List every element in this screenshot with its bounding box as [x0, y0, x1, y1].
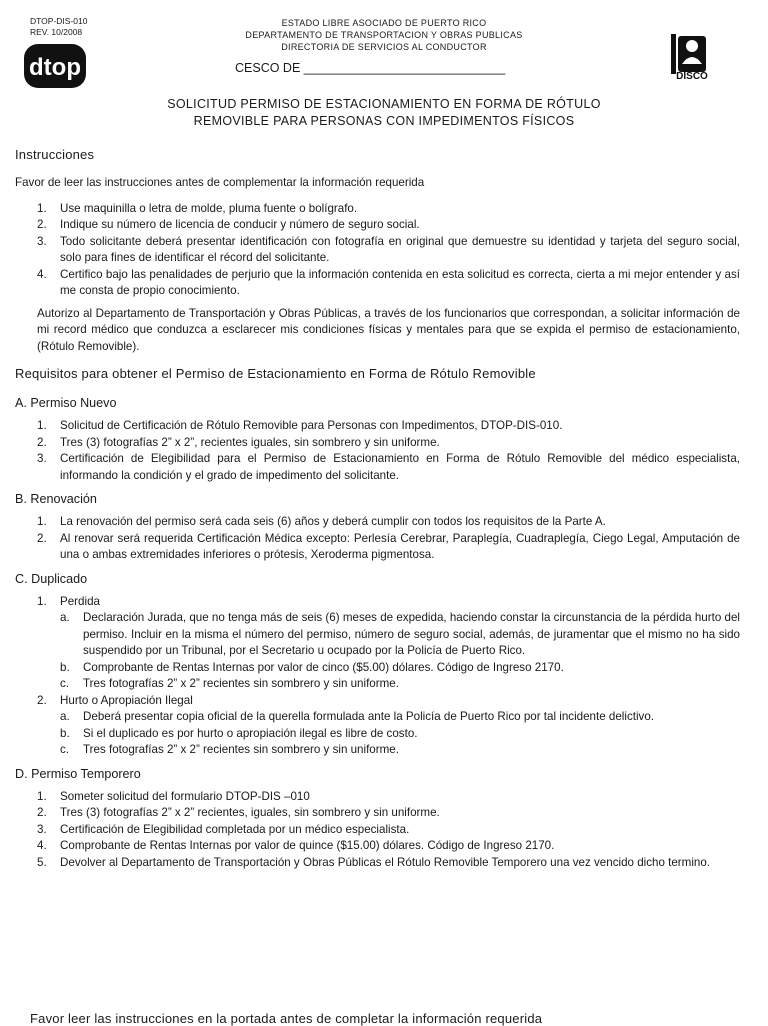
- list-item: 2. Indique su número de licencia de conducir y número de seguro social.: [37, 218, 420, 231]
- list-item: b. Si el duplicado es por hurto o apropiación ilegal es libre de costo.: [60, 726, 418, 740]
- section-d-heading: D. Permiso Temporero: [15, 766, 141, 781]
- form-title-line-1: SOLICITUD PERMISO DE ESTACIONAMIENTO EN FORMA DE RÓTULO: [167, 97, 601, 111]
- list-item: 2. Al renovar será requerida Certificación Médica excepto: Perlesía Cerebrar, Paraplegía, Cuadraplegía, Ciego Legal, Amputación de una o ambas extremidades inferiores o prótesis, Xeroderma pigmentosa.: [37, 531, 740, 561]
- list-item: b. Comprobante de Rentas Internas por valor de cinco ($5.00) dólares. Código de Ingreso 2170.: [60, 660, 564, 674]
- section-c-list-2: [15, 693, 740, 710]
- requirements-heading: Requisitos para obtener el Permiso de Estacionamiento en Forma de Rótulo Removible: [15, 366, 536, 381]
- dtop-logo-text: dtop: [29, 54, 81, 81]
- perdida-sublist: [15, 610, 740, 693]
- agency-line-3: DIRECTORIA DE SERVICIOS AL CONDUCTOR: [281, 42, 487, 52]
- cesco-field[interactable]: CESCO DE _____________________________: [235, 61, 506, 75]
- list-item: 1. Use maquinilla o letra de molde, pluma fuente o bolígrafo.: [37, 201, 358, 215]
- form-title: [0, 96, 768, 130]
- agency-line-2: DEPARTAMENTO DE TRANSPORTACION Y OBRAS PUBLICAS: [245, 30, 523, 40]
- section-b-list: [15, 514, 740, 564]
- list-item: a. Deberá presentar copia oficial de la querella formulada ante la Policía de Puerto Rico por tal incidente delictivo.: [60, 710, 654, 723]
- hurto-sublist: [15, 709, 740, 759]
- list-item: 2. Hurto o Apropiación Ilegal: [37, 693, 193, 707]
- disco-logo: [668, 30, 712, 85]
- authorization-paragraph: Autorizo al Departamento de Transportación y Obras Públicas, a través de los funcionarios que correspondan, a solicitar información de mi record médico que conduzca a esclarecer mis condiciones físicas y mentales para que se expida el permiso de estacionamiento, (Rótulo Removible).: [37, 306, 740, 353]
- list-item: 5. Devolver al Departamento de Transportación y Obras Públicas el Rótulo Removible Temporero una vez vencido dicho termino.: [37, 855, 711, 869]
- list-item: c. Tres fotografías 2” x 2” recientes sin sombrero y sin uniforme.: [60, 677, 399, 690]
- list-item: a. Declaración Jurada, que no tenga más de seis (6) meses de expedida, haciendo constar la circunstancia de la pérdida hurto del permiso. Incluir en la misma el número del permiso, número de seguro social, además, de juramentar que el mismo no ha sido suspendido por un Tribunal, por el Secretario u ocupado por la Policía de Puerto Rico.: [60, 611, 740, 657]
- list-item: 1. Perdida: [37, 594, 100, 608]
- section-a-heading: A. Permiso Nuevo: [15, 396, 117, 410]
- section-a-list: [15, 418, 740, 484]
- list-item: 2. Tres (3) fotografías 2” x 2” recientes, iguales, sin sombrero y sin uniforme.: [37, 806, 440, 819]
- disco-logo-text: DISCO: [676, 71, 708, 80]
- list-item: c. Tres fotografías 2” x 2” recientes sin sombrero y sin uniforme.: [60, 743, 399, 756]
- instructions-list: [15, 201, 740, 300]
- instructions-intro: Favor de leer las instrucciones antes de complementar la información requerida: [15, 176, 425, 189]
- footer-note: Favor leer las instrucciones en la portada antes de completar la información requerida: [30, 1011, 543, 1026]
- form-code: DTOP-DIS-010: [30, 16, 88, 26]
- list-item: 4. Comprobante de Rentas Internas por valor de quince ($15.00) dólares. Código de Ingreso 2170.: [37, 839, 555, 852]
- section-c-heading: C. Duplicado: [15, 571, 88, 586]
- list-item: 1. Solicitud de Certificación de Rótulo Removible para Personas con Impedimentos, DTOP-DIS-010.: [37, 419, 563, 432]
- list-item: 4. Certifico bajo las penalidades de perjurio que la información contenida en esta solicitud es correcta, cierta a mi mejor entender y así me consta de propio conocimiento.: [37, 267, 740, 297]
- list-item: 2. Tres (3) fotografías 2” x 2”, recientes iguales, sin sombrero y sin uniforme.: [37, 435, 440, 449]
- section-d-list: [15, 789, 740, 872]
- agency-line-1: ESTADO LIBRE ASOCIADO DE PUERTO RICO: [281, 18, 487, 28]
- form-title-line-2: REMOVIBLE PARA PERSONAS CON IMPEDIMENTOS FÍSICOS: [193, 114, 575, 128]
- list-item: 3. Certificación de Elegibilidad completada por un médico especialista.: [37, 822, 410, 836]
- form-revision: REV. 10/2008: [30, 27, 83, 37]
- instructions-heading: Instrucciones: [15, 147, 95, 162]
- list-item: 1. La renovación del permiso será cada seis (6) años y deberá cumplir con todos los requisitos de la Parte A.: [37, 515, 606, 528]
- section-c-list: [15, 594, 740, 611]
- agency-header: [0, 17, 768, 53]
- section-b-heading: B. Renovación: [15, 492, 97, 506]
- list-item: 3. Certificación de Elegibilidad para el Permiso de Estacionamiento en Forma de Rótulo Removible del médico especialista, informando la condición y el grado de impedimento del solicitante.: [37, 452, 740, 482]
- form-content: [15, 146, 740, 877]
- list-item: 3. Todo solicitante deberá presentar identificación con fotografía en original que demuestre su identidad y tarjeta del seguro social, solo para fines de identificar el récord del solicitante.: [37, 234, 740, 264]
- list-item: 1. Someter solicitud del formulario DTOP-DIS –010: [37, 789, 310, 803]
